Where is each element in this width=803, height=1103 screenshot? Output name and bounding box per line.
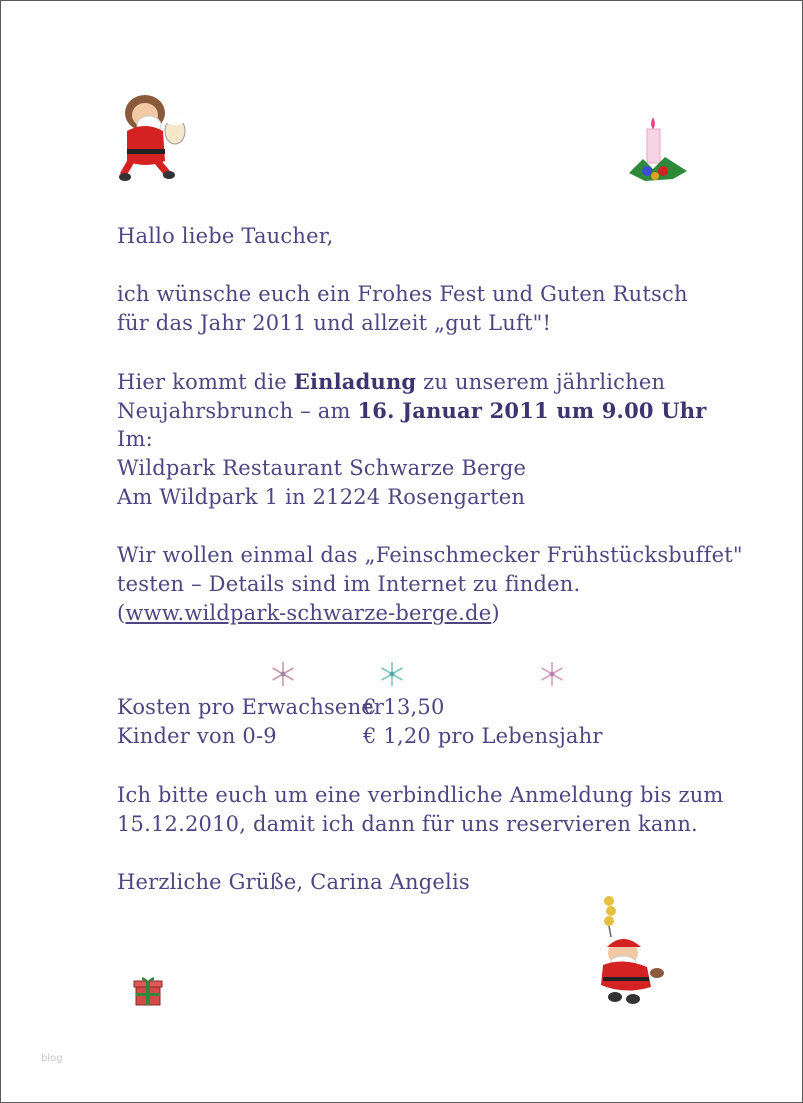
candle-icon	[625, 113, 691, 185]
snowflake-icon	[538, 660, 566, 688]
snowflake-icon	[378, 660, 406, 688]
wishes-line-2: für das Jahr 2011 und allzeit „gut Luft"!	[117, 311, 552, 335]
watermark: blog	[41, 1053, 63, 1064]
cost-row-adult	[117, 693, 445, 722]
santa-bell-icon	[589, 893, 669, 1005]
invitation-line-3: Im:	[117, 427, 153, 451]
child-cost-label: Kinder von 0-9	[117, 724, 277, 748]
invitation-line-2	[117, 396, 706, 426]
santa-icon	[113, 91, 199, 183]
invitation-highlight: Einladung	[293, 369, 417, 394]
invitation-line-1	[117, 367, 665, 397]
adult-cost-label: Kosten pro Erwachsener	[117, 695, 385, 719]
adult-cost-price: € 13,50	[363, 695, 445, 719]
cost-row-child	[117, 722, 603, 751]
invitation-brunch-text: Neujahrsbrunch – am	[117, 399, 358, 423]
gift-icon	[133, 973, 163, 1007]
venue-name: Wildpark Restaurant Schwarze Berge	[117, 456, 527, 480]
snowflake-icon	[269, 660, 297, 688]
wishes-line-1: ich wünsche euch ein Frohes Fest und Guten Rutsch	[117, 282, 688, 306]
website-link[interactable]: www.wildpark-schwarze-berge.de	[125, 601, 492, 625]
registration-line-2: 15.12.2010, damit ich dann für uns reservieren kann.	[117, 812, 698, 836]
registration-line-1: Ich bitte euch um eine verbindliche Anmeldung bis zum	[117, 783, 724, 807]
closing-signature: Herzliche Grüße, Carina Angelis	[117, 870, 470, 894]
buffet-line-1: Wir wollen einmal das „Feinschmecker Frühstücksbuffet"	[117, 543, 743, 567]
invitation-text-a: Hier kommt die	[117, 370, 294, 394]
venue-address: Am Wildpark 1 in 21224 Rosengarten	[117, 485, 526, 509]
child-cost-price: € 1,20 pro Lebensjahr	[363, 724, 603, 748]
buffet-line-2: testen – Details sind im Internet zu finden.	[117, 572, 581, 596]
greeting: Hallo liebe Taucher,	[117, 224, 334, 248]
invitation-date: 16. Januar 2011 um 9.00 Uhr	[357, 398, 707, 423]
invitation-text-c: zu unserem jährlichen	[416, 370, 666, 394]
paren-open: (	[117, 601, 126, 625]
paren-close: )	[491, 601, 500, 625]
buffet-line-3	[117, 599, 500, 628]
